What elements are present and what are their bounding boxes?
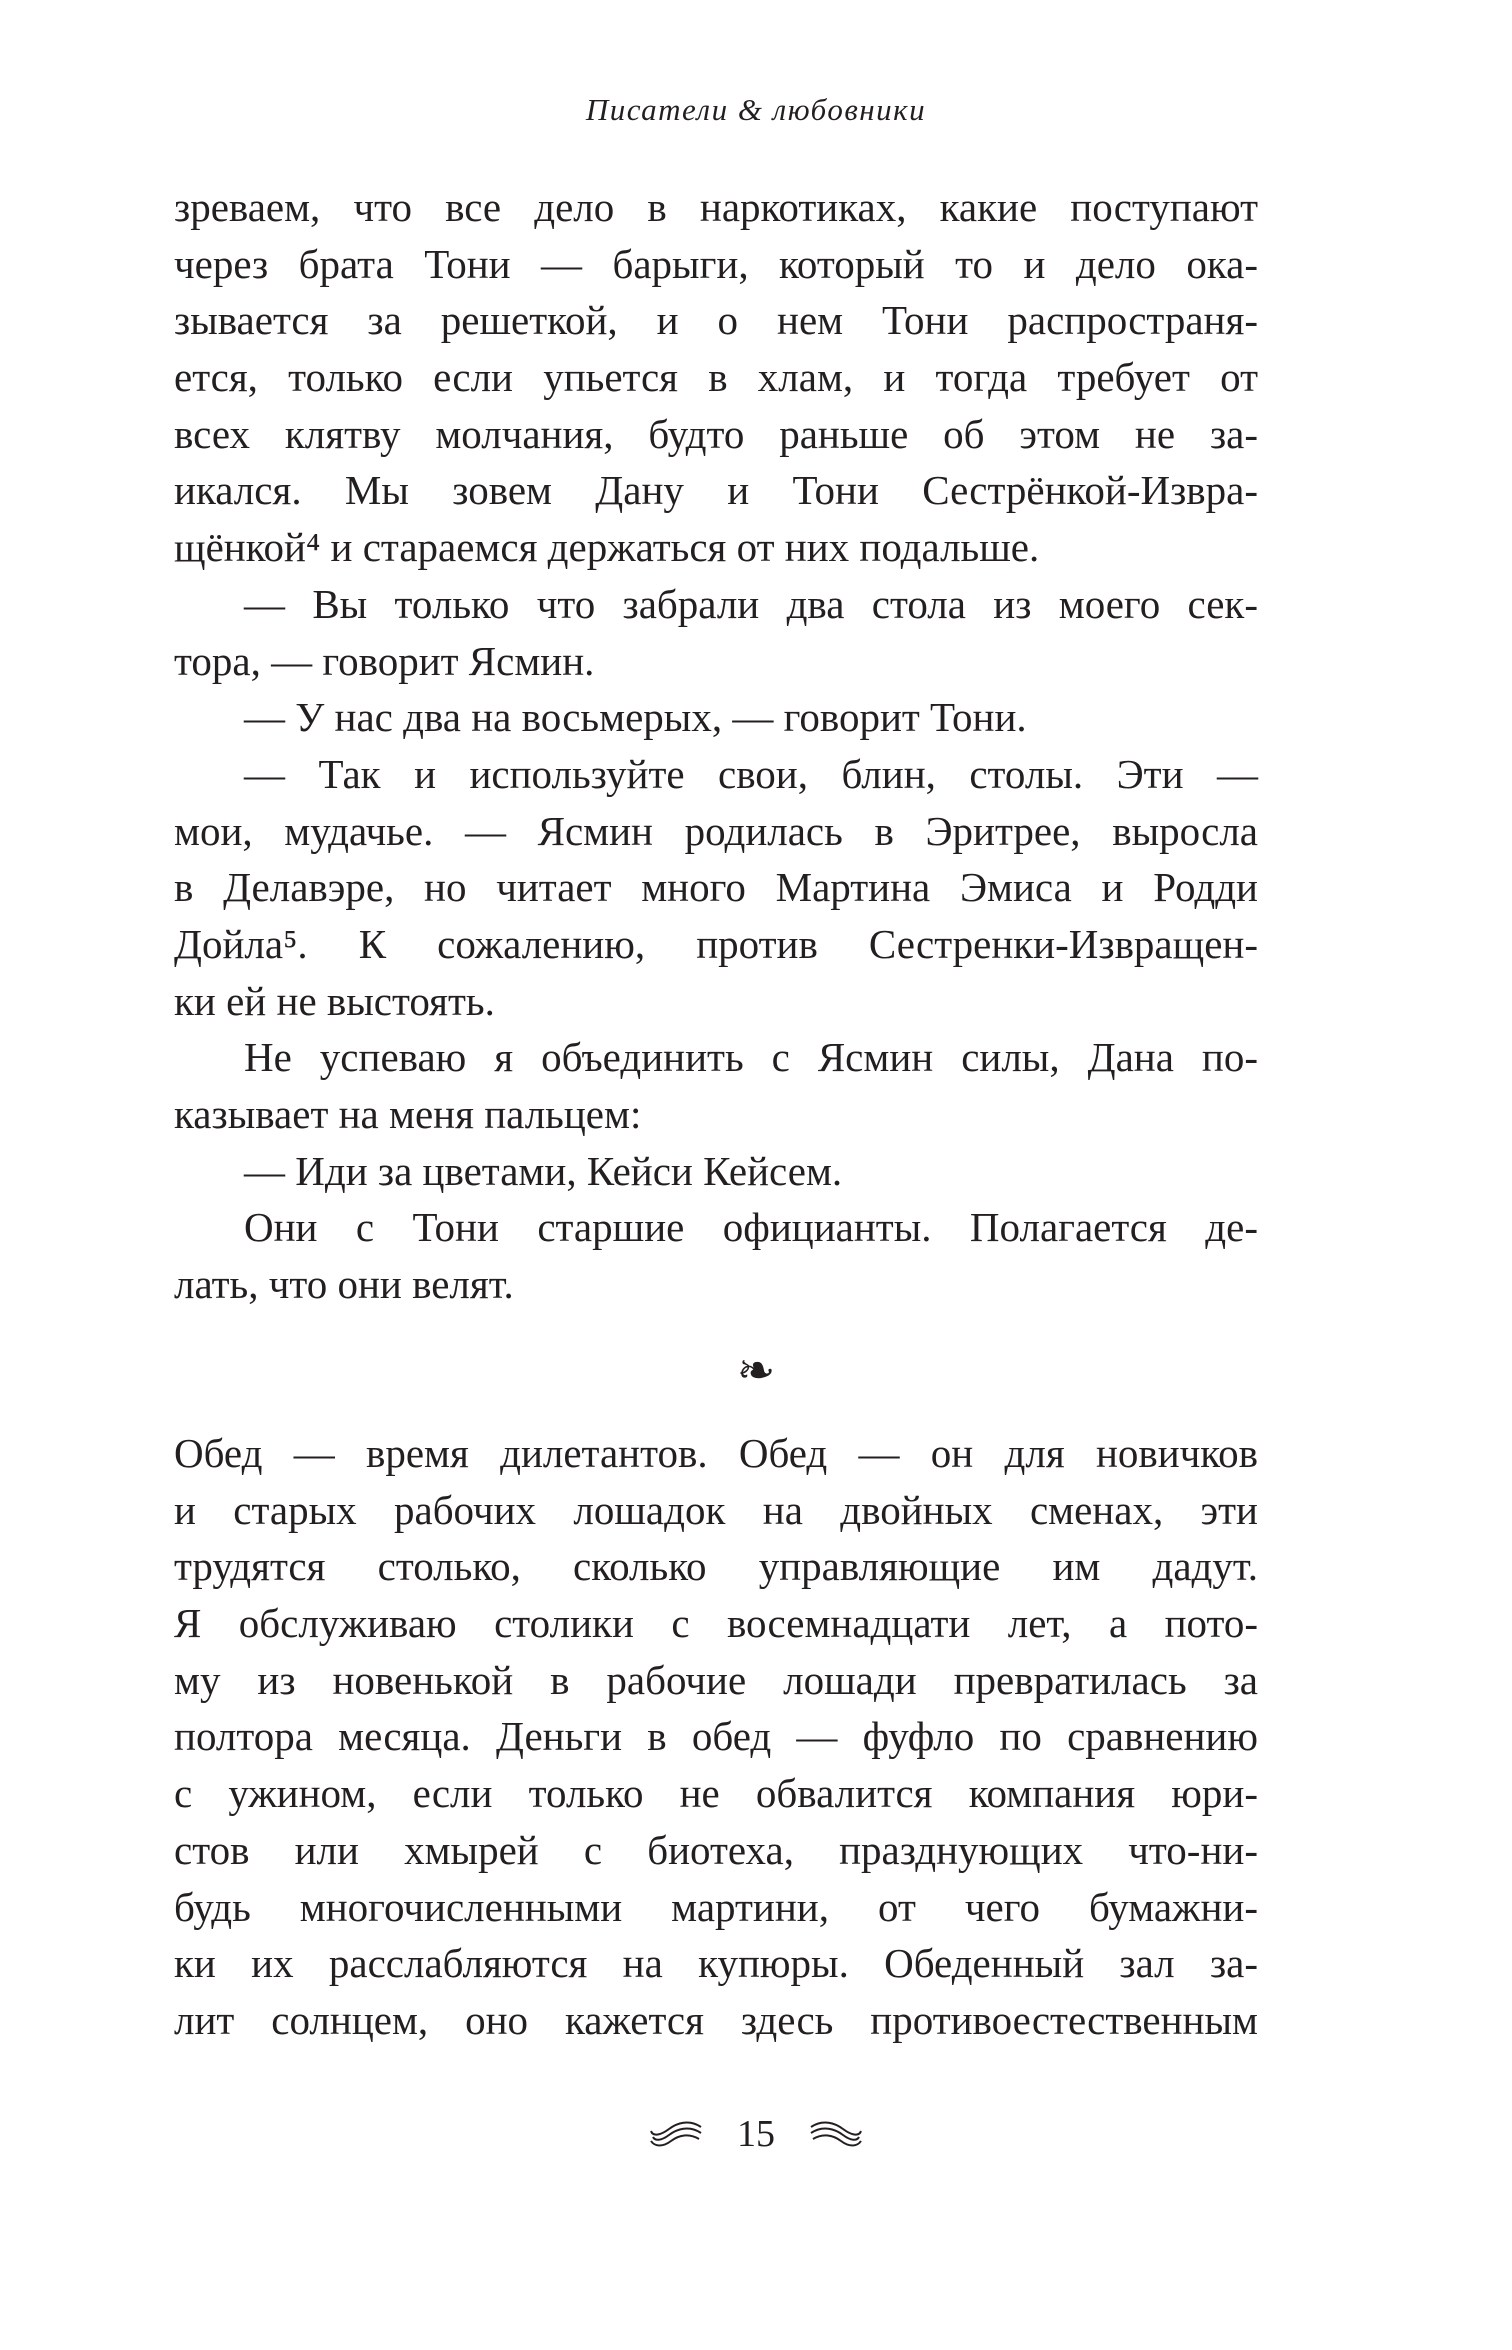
text-line: зреваем, что все дело в наркотиках, какие поступают (174, 184, 1258, 230)
text-line: казывает на меня пальцем: (174, 1091, 642, 1137)
page-number: 15 (737, 2113, 775, 2155)
text-line: лать, что они велят. (174, 1261, 514, 1308)
text-line: — Вы только что забрали два стола из моего сек- (244, 580, 1258, 627)
text-line: Обед — время дилетантов. Обед — он для новичков (174, 1430, 1258, 1476)
text-block-1 (174, 179, 1258, 1313)
text-line: полтора месяца. Деньги в обед — фуфло по сравнению (174, 1713, 1258, 1760)
text-line: всех клятву молчания, будто раньше об этом не за- (174, 410, 1258, 457)
swirl-right-icon (809, 2119, 863, 2149)
text-line: ется, только если упьется в хлам, и тогда требует от (174, 354, 1258, 401)
text-line: икался. Мы зовем Дану и Тони Сестрёнкой-Извра- (174, 467, 1258, 514)
text-line: — Так и используйте свои, блин, столы. Эти — (244, 750, 1258, 797)
text-line: лит солнцем, оно кажется здесь противоестественным (174, 1996, 1258, 2043)
text-line: будь многочисленными мартини, от чего бумажни- (174, 1883, 1258, 1930)
page-footer (0, 2112, 1512, 2156)
text-line: ки ей не выстоять. (174, 977, 495, 1024)
text-line: стов или хмырей с биотеха, празднующих что-ни- (174, 1826, 1258, 1873)
text-line: Дойла⁵. К сожалению, против Сестренки-Извращен- (174, 920, 1258, 967)
text-line: трудятся столько, сколько управляющие им дадут. (174, 1543, 1258, 1590)
text-line: — Иди за цветами, Кейси Кейсем. (244, 1147, 843, 1194)
text-line: — У нас два на восьмерых, — говорит Тони. (244, 694, 1027, 741)
running-header: Писатели & любовники (585, 92, 927, 127)
swirl-left-icon (649, 2119, 703, 2149)
text-line: через брата Тони — барыги, который то и дело ока- (174, 240, 1258, 287)
fleuron-icon: ❧ (736, 1345, 776, 1396)
text-line: му из новенькой в рабочие лошади превратилась за (174, 1656, 1258, 1703)
text-line: щёнкой⁴ и стараемся держаться от них подальше. (174, 524, 1040, 571)
text-line: в Делавэре, но читает много Мартина Эмиса и Родди (174, 864, 1258, 911)
text-block-2 (174, 1425, 1258, 2049)
text-line: мои, мудачье. — Ясмин родилась в Эритрее, выросла (174, 807, 1258, 854)
text-line: Они с Тони старшие официанты. Полагается де- (244, 1204, 1258, 1251)
text-line: тора, — говорит Ясмин. (174, 637, 595, 684)
text-line: Я обслуживаю столики с восемнадцати лет, а пото- (174, 1600, 1258, 1647)
text-line: и старых рабочих лошадок на двойных сменах, эти (174, 1486, 1258, 1533)
text-line: зывается за решеткой, и о нем Тони распространя- (174, 297, 1258, 344)
text-line: с ужином, если только не обвалится компания юри- (174, 1770, 1258, 1817)
text-line: ки их расслабляются на купюры. Обеденный зал за- (174, 1940, 1258, 1987)
text-line: Не успеваю я объединить с Ясмин силы, Дана по- (244, 1034, 1258, 1081)
